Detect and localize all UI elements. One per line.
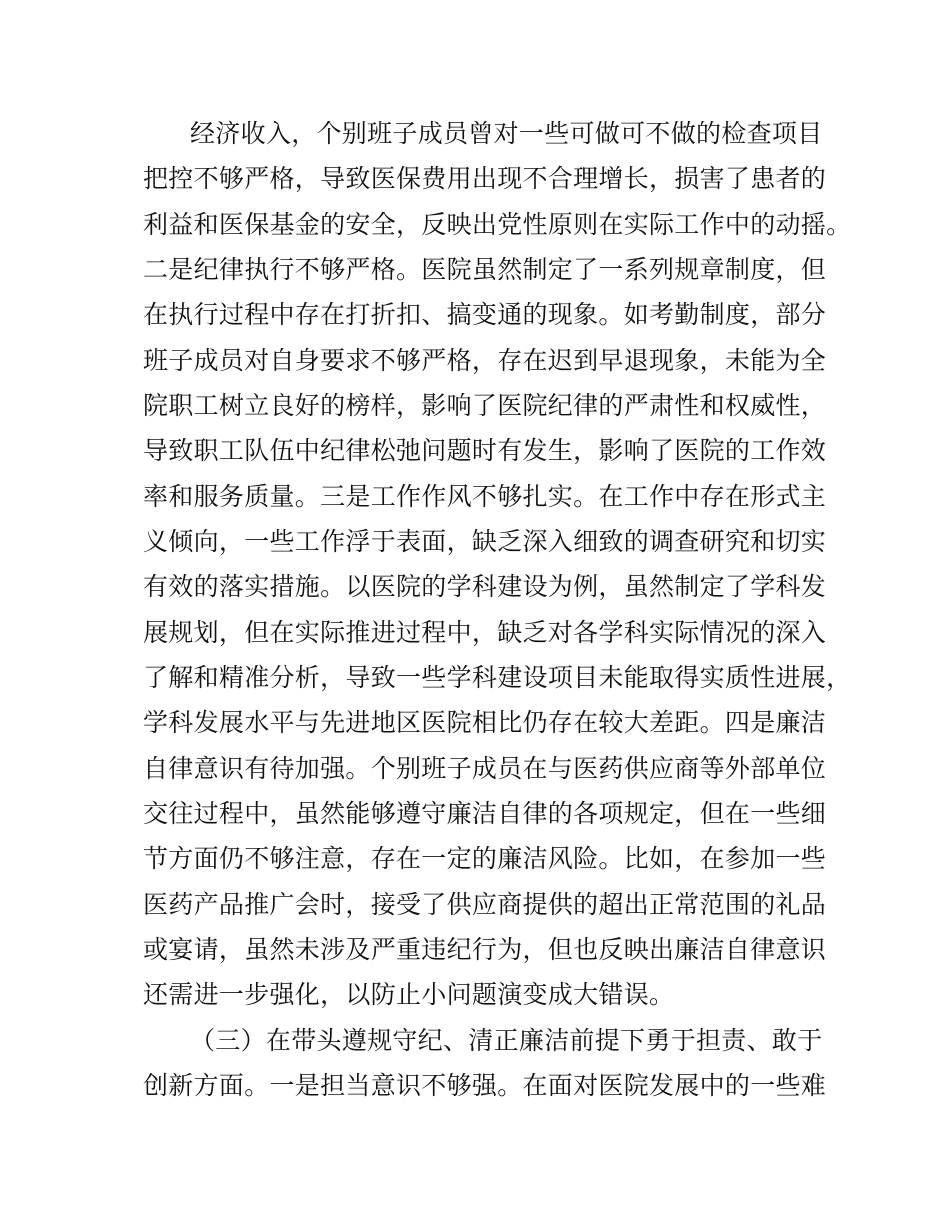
text-line: 节方面仍不够注意，存在一定的廉洁风险。比如，在参加一些 — [143, 844, 827, 873]
text-line: 创新方面。一是担当意识不够强。在面对医院发展中的一些难 — [143, 1071, 827, 1100]
text-line: 有效的落实措施。以医院的学科建设为例，虽然制定了学科发 — [143, 572, 827, 601]
text-line: 把控不够严格，导致医保费用出现不合理增长，损害了患者的 — [143, 164, 827, 193]
text-line: 导致职工队伍中纪律松弛问题时有发生，影响了医院的工作效 — [143, 436, 827, 465]
text-line: 在执行过程中存在打折扣、搞变通的现象。如考勤制度，部分 — [143, 300, 827, 329]
text-line: 或宴请，虽然未涉及严重违纪行为，但也反映出廉洁自律意识 — [143, 935, 827, 964]
text-line: 义倾向，一些工作浮于表面，缺乏深入细致的调查研究和切实 — [143, 527, 827, 556]
text-line: 医药产品推广会时，接受了供应商提供的超出正常范围的礼品 — [143, 890, 827, 919]
text-line: 自律意识有待加强。个别班子成员在与医药供应商等外部单位 — [143, 754, 827, 783]
text-line: 班子成员对自身要求不够严格，存在迟到早退现象，未能为全 — [143, 346, 827, 375]
text-line: 学科发展水平与先进地区医院相比仍存在较大差距。四是廉洁 — [143, 708, 827, 737]
text-line: 经济收入，个别班子成员曾对一些可做可不做的检查项目 — [190, 119, 823, 148]
text-line: 了解和精准分析，导致一些学科建设项目未能取得实质性进展， — [143, 663, 852, 692]
text-line: 还需进一步强化，以防止小问题演变成大错误。 — [143, 980, 675, 1009]
text-line: 院职工树立良好的榜样，影响了医院纪律的严肃性和权威性， — [143, 391, 827, 420]
text-line: 展规划，但在实际推进过程中，缺乏对各学科实际情况的深入 — [143, 618, 827, 647]
text-line: 交往过程中，虽然能够遵守廉洁自律的各项规定，但在一些细 — [143, 799, 827, 828]
text-line: 利益和医保基金的安全，反映出党性原则在实际工作中的动摇。 — [143, 210, 852, 239]
text-line: 二是纪律执行不够严格。医院虽然制定了一系列规章制度，但 — [143, 255, 827, 284]
text-line: （三）在带头遵规守纪、清正廉洁前提下勇于担责、敢于 — [190, 1026, 823, 1055]
text-line: 率和服务质量。三是工作作风不够扎实。在工作中存在形式主 — [143, 482, 827, 511]
